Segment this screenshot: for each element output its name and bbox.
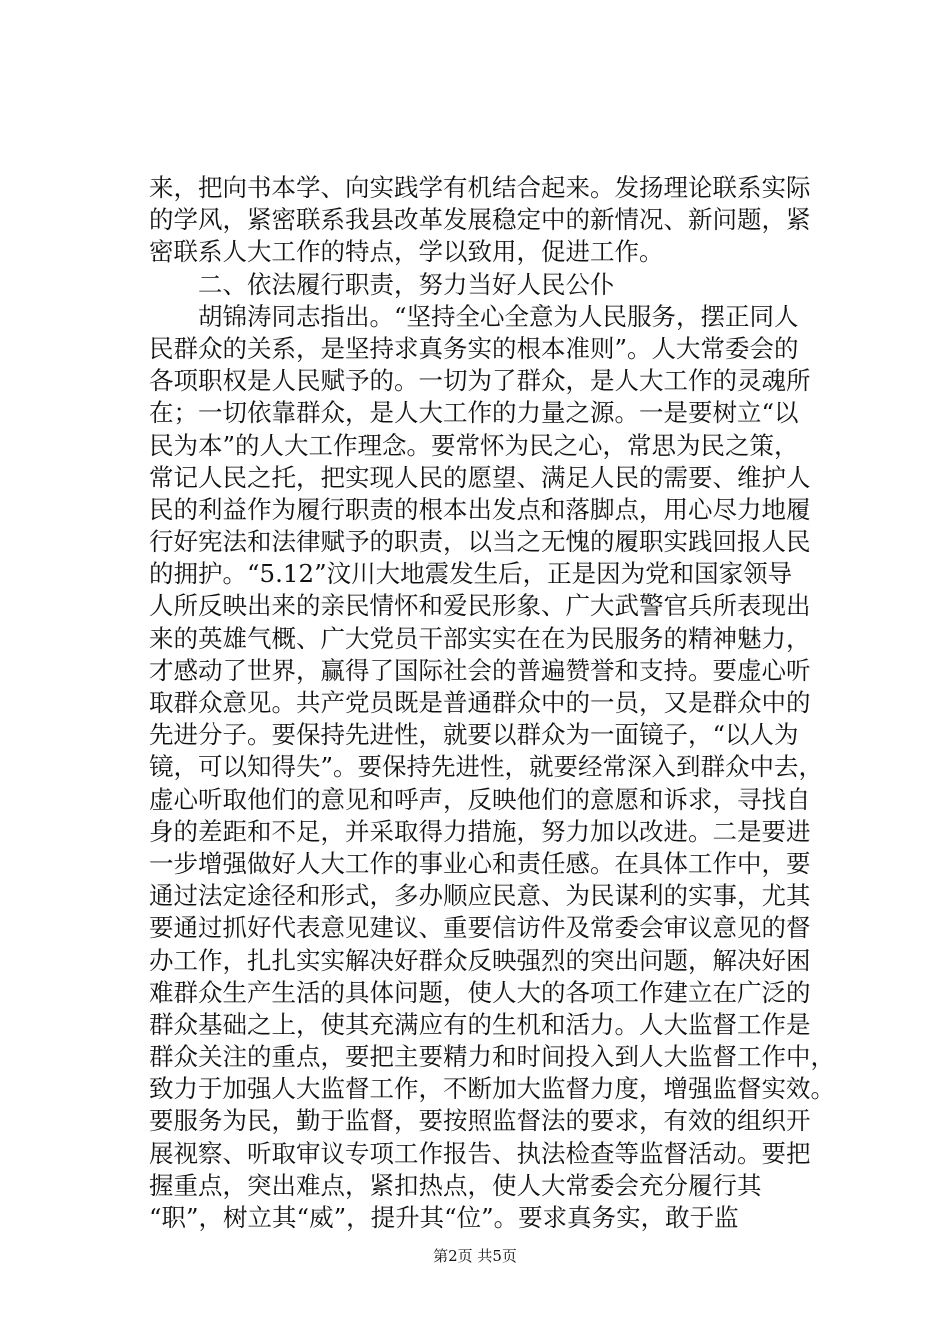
text-line: 取群众意见。共产党员既是普通群众中的一员，又是群众中的 [149,688,811,717]
text-line: 握重点，突出难点，紧扣热点，使人大常委会充分履行其 [149,1170,762,1200]
text-line: 才感动了世界，赢得了国际社会的普遍赞誉和支持。要虚心听 [149,655,811,685]
text-line: 密联系人大工作的特点，学以致用，促进工作。 [149,237,664,267]
text-line: 身的差距和不足，并采取得力措施，努力加以改进。二是要进 [149,816,811,846]
text-line: 展视察、听取审议专项工作报告、执法检查等监督活动。要把 [149,1138,811,1168]
page-number-footer: 第2页 共5页 [433,1247,517,1265]
text-line: 的学风，紧密联系我县改革发展稳定中的新情况、新问题，紧 [149,205,811,235]
text-line: 民的利益作为履行职责的根本出发点和落脚点，用心尽力地履 [149,494,811,524]
text-line: 民群众的关系，是坚持求真务实的根本准则”。人大常委会的 [149,333,799,363]
text-line: 要通过抓好代表意见建议、重要信访件及常委会审议意见的督 [149,913,811,943]
text-line: 镜，可以知得失”。要保持先进性，就要经常深入到群众中去， [149,752,824,782]
text-line: 致力于加强人大监督工作，不断加大监督力度，增强监督实效。 [149,1074,835,1104]
text-line: 通过法定途径和形式，多办顺应民意、为民谋利的实事，尤其 [149,881,811,911]
text-line: 群众基础之上，使其充满应有的生机和活力。人大监督工作是 [149,1009,811,1039]
text-line: 在；一切依靠群众，是人大工作的力量之源。一是要树立“以 [149,398,799,428]
text-line: 人所反映出来的亲民情怀和爱民形象、广大武警官兵所表现出 [149,591,811,621]
text-line: 群众关注的重点，要把主要精力和时间投入到人大监督工作中， [149,1042,835,1072]
text-line: 先进分子。要保持先进性，就要以群众为一面镜子，“以人为 [149,720,799,750]
text-line: 来的英雄气概、广大党员干部实实在在为民服务的精神魅力， [149,623,811,653]
text-line: 来，把向书本学、向实践学有机结合起来。发扬理论联系实际 [149,173,811,202]
text-line: 虚心听取他们的意见和呼声，反映他们的意愿和诉求，寻找自 [149,784,811,814]
text-line: 民为本”的人大工作理念。要常怀为民之心，常思为民之策， [149,430,799,460]
paragraph-first-line: 胡锦涛同志指出。“坚持全心全意为人民服务，摆正同人 [198,301,799,331]
text-line: 一步增强做好人大工作的事业心和责任感。在具体工作中，要 [149,848,811,878]
text-line: 难群众生产生活的具体问题，使人大的各项工作建立在广泛的 [149,977,811,1007]
text-line: 常记人民之托，把实现人民的愿望、满足人民的需要、维护人 [149,462,811,492]
text-line: 要服务为民，勤于监督，要按照监督法的要求，有效的组织开 [149,1106,811,1136]
text-line: 各项职权是人民赋予的。一切为了群众，是人大工作的灵魂所 [149,366,811,396]
text-line: “职”，树立其“威”，提升其“位”。要求真务实，敢于监 [149,1203,739,1232]
section-heading: 二、依法履行职责，努力当好人民公仆 [198,269,615,299]
text-line: 的拥护。“5.12”汶川大地震发生后，正是因为党和国家领导 [149,559,793,589]
text-line: 行好宪法和法律赋予的职责，以当之无愧的履职实践回报人民 [149,527,811,557]
body-text [149,172,849,1234]
text-line: 办工作，扎扎实实解决好群众反映强烈的突出问题，解决好困 [149,945,811,975]
